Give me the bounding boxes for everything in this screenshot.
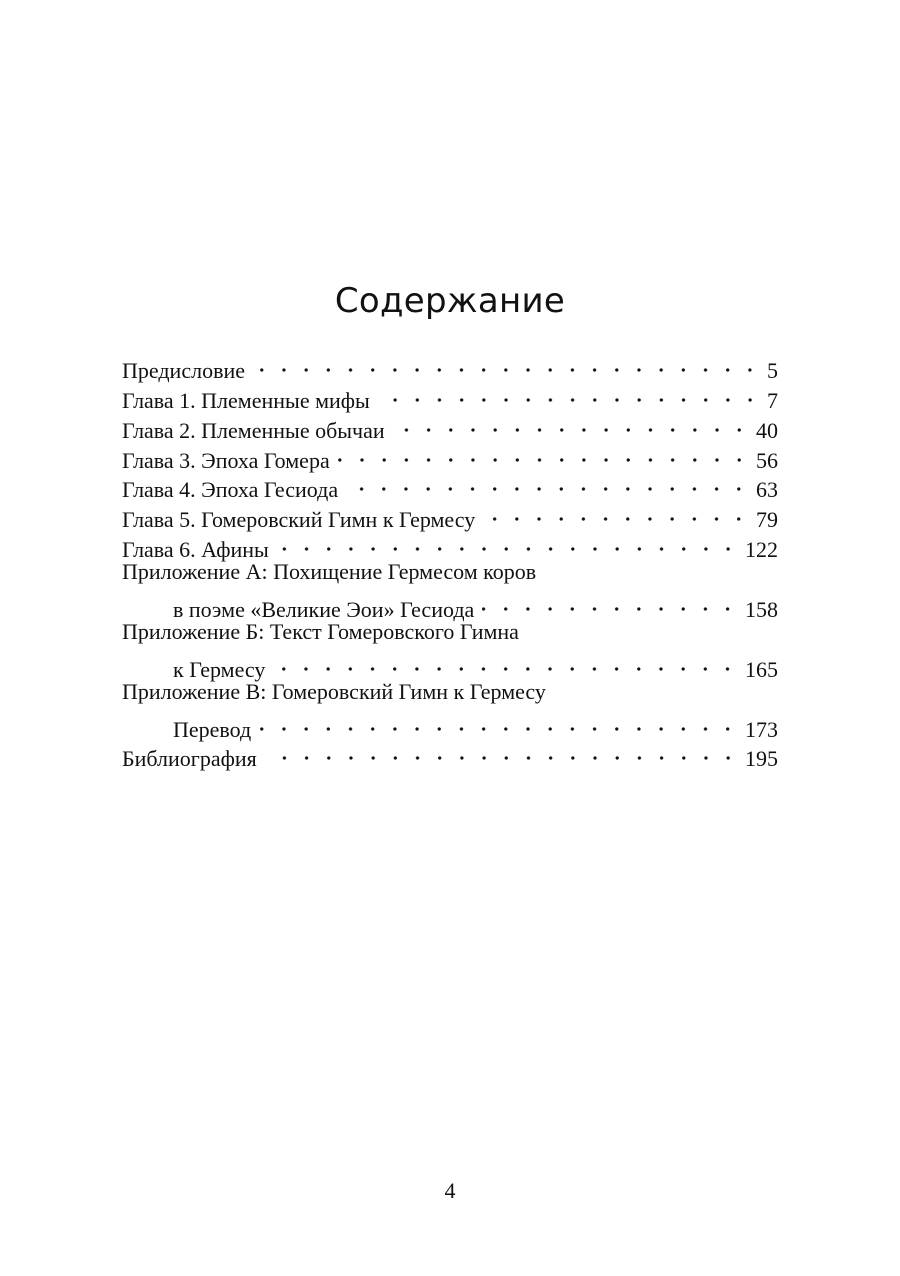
- toc-entry-page: 63: [756, 477, 778, 503]
- toc-entry-appendix-v-line-1[interactable]: [122, 677, 778, 707]
- toc-entry-label: Приложение А: Похищение Гермесом коров: [122, 559, 537, 585]
- toc-entry-label: Приложение Б: Текст Гомеровского Гимна: [122, 619, 519, 645]
- toc-entry-label: Приложение В: Гомеровский Гимн к Гермесу: [122, 678, 546, 704]
- table-of-contents: [122, 348, 778, 772]
- toc-entry-label: в поэме «Великие Эои» Гесиода: [173, 597, 475, 623]
- toc-entry-page: 40: [756, 417, 778, 443]
- toc-entry-page: 79: [756, 507, 778, 533]
- toc-entry-page: 195: [745, 746, 778, 772]
- dot-leader: [265, 737, 739, 767]
- toc-entry-label: Глава 1. Племенные мифы: [122, 387, 370, 413]
- dot-leader: [277, 527, 739, 557]
- dot-leader: [259, 707, 739, 737]
- toc-entry-appendix-a-line-2[interactable]: [122, 587, 778, 623]
- toc-entry-label: Предисловие: [122, 357, 245, 383]
- toc-entry-label: Глава 2. Племенные обычаи: [122, 417, 385, 443]
- dot-leader: [482, 587, 739, 617]
- dot-leader: [393, 408, 750, 438]
- toc-entry-label: к Гермесу: [173, 656, 266, 682]
- toc-entry-page: 173: [745, 716, 778, 742]
- toc-entry-label: Глава 6. Афины: [122, 537, 269, 563]
- dot-leader: [253, 348, 761, 378]
- page-number: 4: [444, 1178, 456, 1203]
- toc-entry-label: Перевод: [173, 716, 252, 742]
- toc-entry-page: 122: [745, 537, 778, 563]
- dot-leader: [338, 438, 750, 468]
- toc-entry-page: 56: [756, 447, 778, 473]
- toc-entry-preface[interactable]: [122, 348, 778, 383]
- toc-entry-appendix-b-line-2[interactable]: [122, 647, 778, 682]
- toc-entry-page: 5: [767, 357, 778, 383]
- page-title: Содержание: [334, 281, 566, 321]
- toc-entry-page: 158: [745, 597, 778, 623]
- dot-leader: [346, 468, 750, 498]
- toc-entry-label: Глава 4. Эпоха Гесиода: [122, 477, 339, 503]
- toc-entry-page: 7: [767, 387, 778, 413]
- toc-entry-label: Библиография: [122, 746, 257, 772]
- toc-entry-page: 165: [745, 656, 778, 682]
- toc-entry-label: Глава 3. Эпоха Гомера: [122, 447, 330, 473]
- toc-entry-appendix-a-line-1[interactable]: [122, 557, 778, 587]
- dot-leader: [378, 378, 761, 408]
- dot-leader: [273, 647, 739, 677]
- toc-entry-label: Глава 5. Гомеровский Гимн к Гермесу: [122, 507, 476, 533]
- dot-leader: [483, 497, 750, 527]
- toc-entry-appendix-b-line-1[interactable]: [122, 617, 778, 647]
- toc-entry-appendix-v-line-2[interactable]: [122, 707, 778, 742]
